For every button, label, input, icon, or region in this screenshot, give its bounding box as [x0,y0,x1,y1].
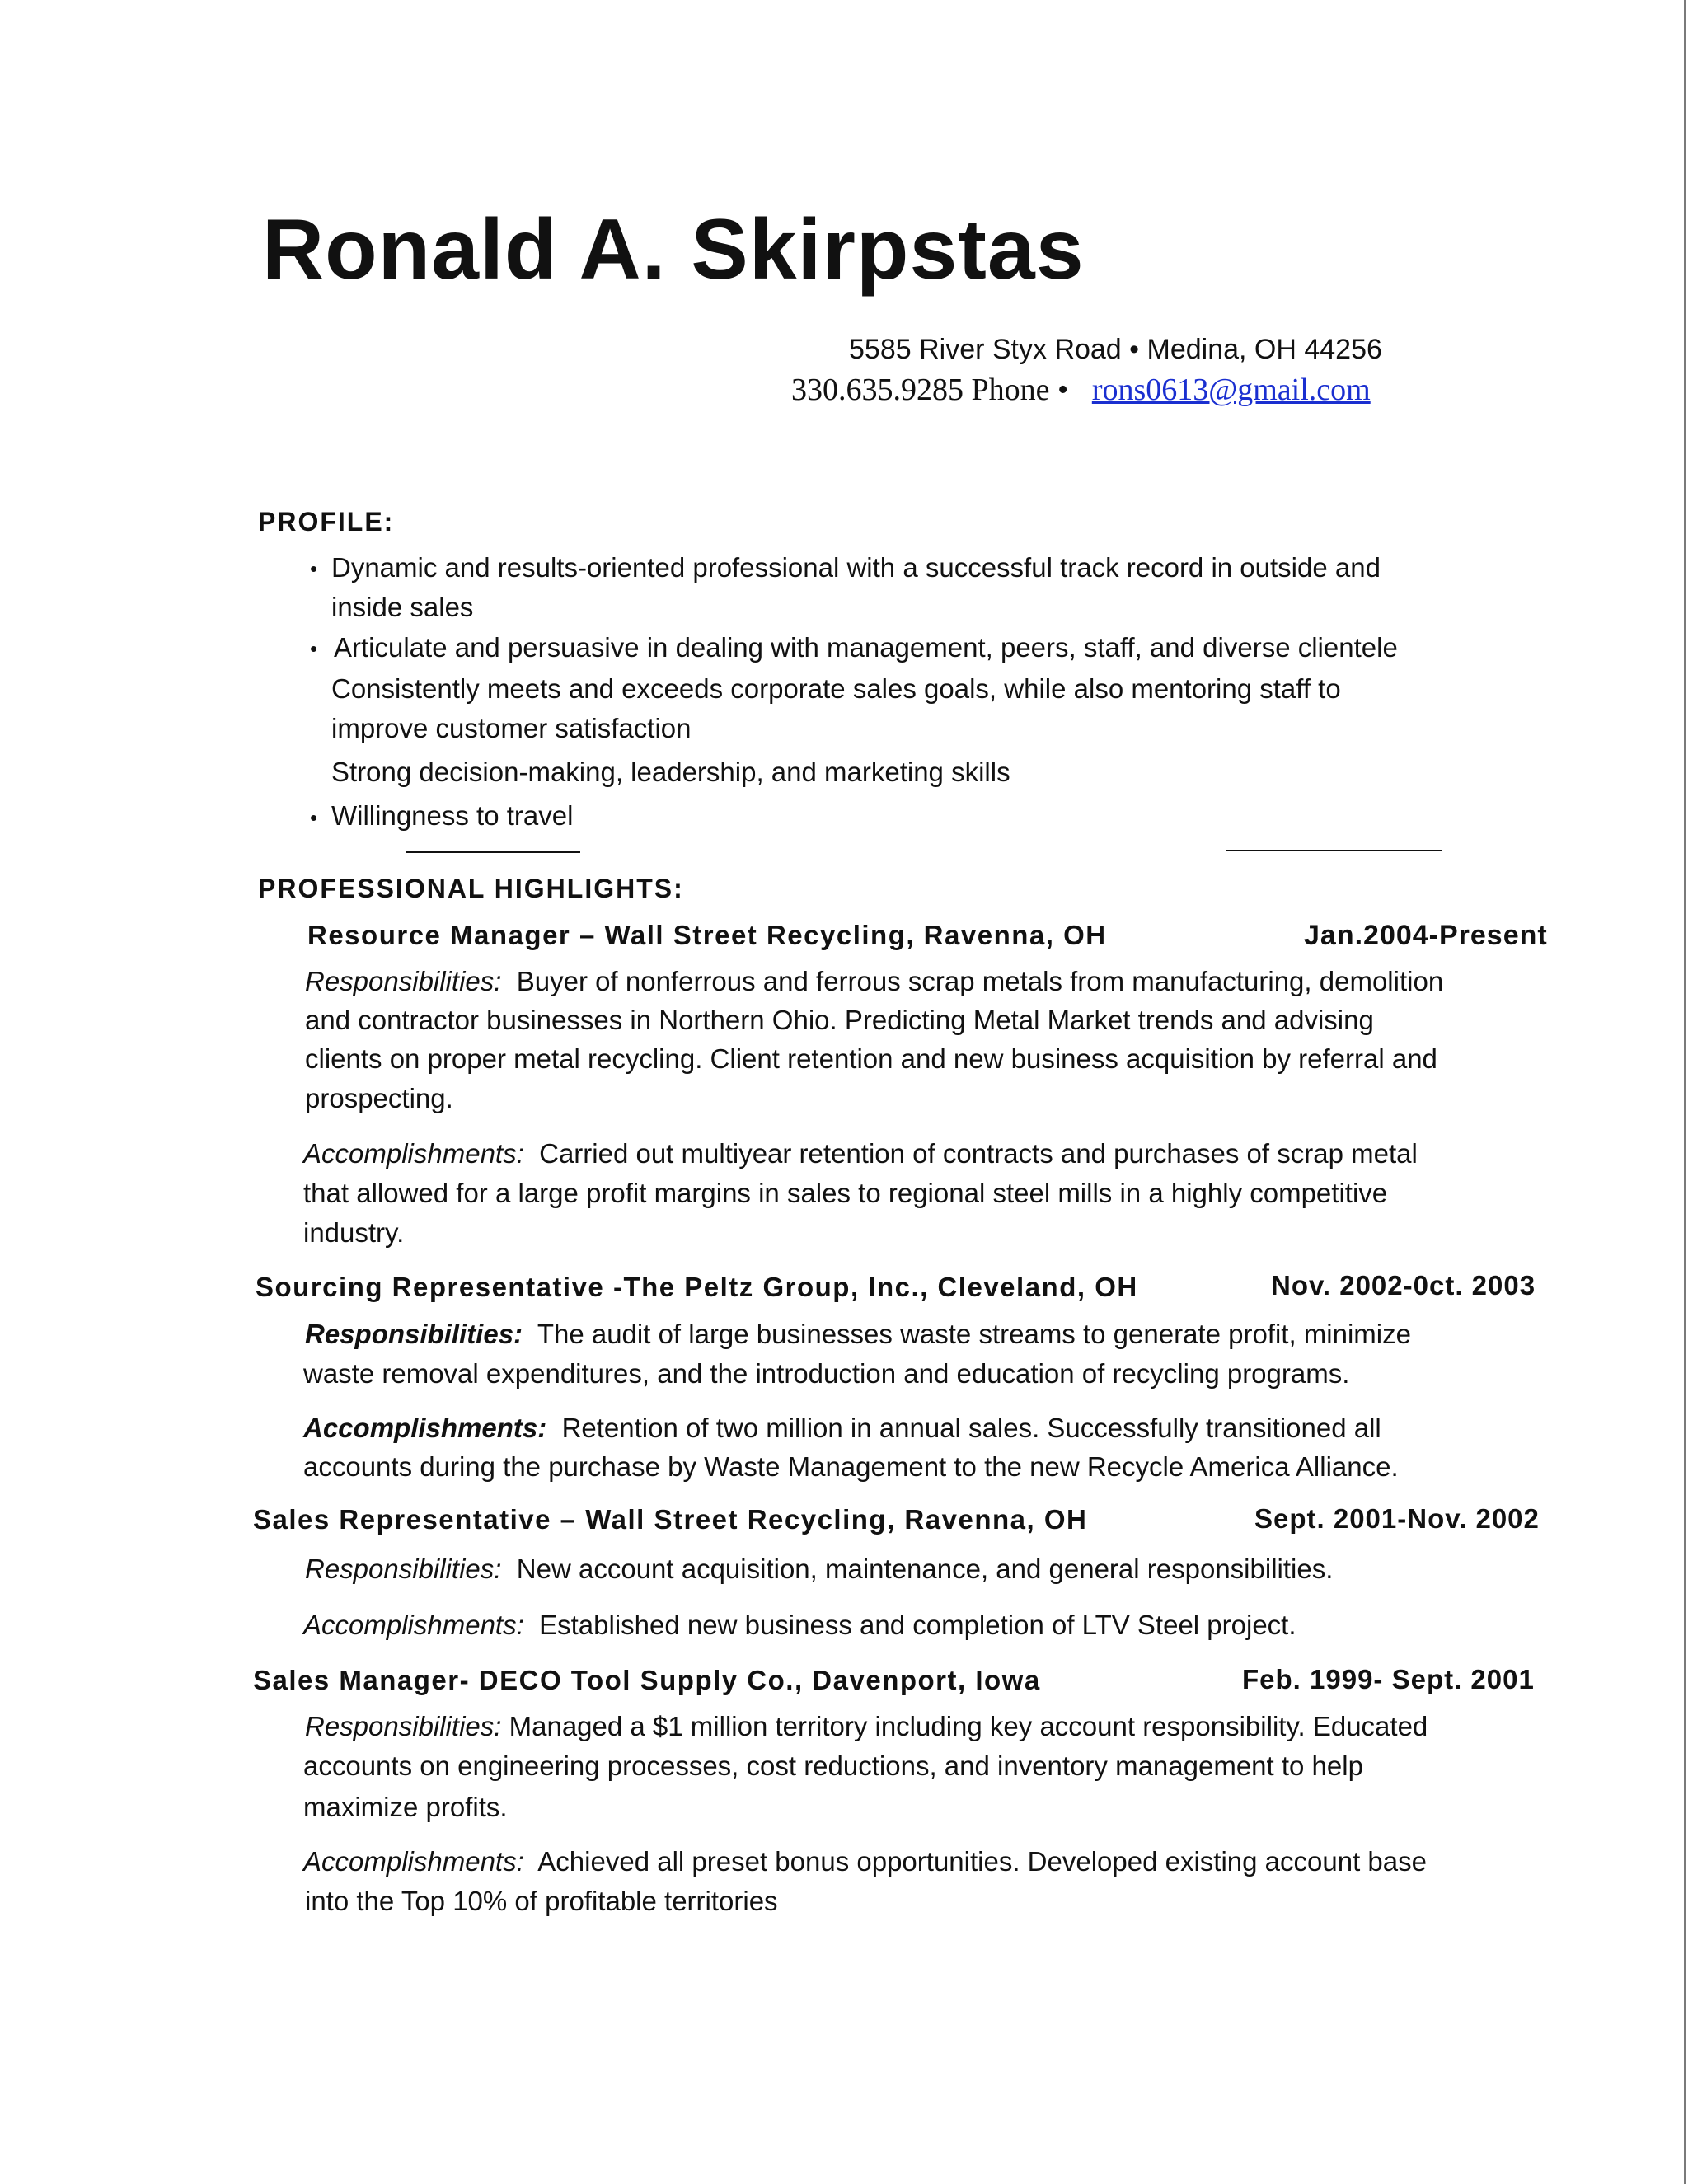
responsibilities-label: Responsibilities: [305,1554,502,1584]
responsibilities-line: accounts on engineering processes, cost reductions, and inventory management to help [303,1750,1363,1781]
profile-line: Willingness to travel [331,800,574,831]
page-right-border [1684,0,1686,2184]
job-dates: Feb. 1999- Sept. 2001 [1242,1664,1535,1694]
highlights-heading: PROFESSIONAL HIGHLIGHTS: [258,874,684,903]
responsibilities-line: maximize profits. [303,1792,508,1822]
job-dates: Sept. 2001-Nov. 2002 [1254,1503,1540,1534]
responsibilities: Responsibilities: Managed a $1 million territory including key account responsibility. Educated [305,1711,1428,1741]
job-title: Sales Representative – Wall Street Recycling, Ravenna, OH [253,1504,1088,1535]
job-title: Resource Manager – Wall Street Recycling, Ravenna, OH [307,920,1107,950]
accomplishments-line: into the Top 10% of profitable territories [305,1886,778,1916]
responsibilities-label: Responsibilities: [305,1319,523,1349]
divider [1226,850,1442,851]
profile-line: improve customer satisfaction [331,713,692,743]
profile-line: Dynamic and results-oriented professional with a successful track record in outside and [331,552,1381,583]
bullet-icon: • [310,805,318,830]
candidate-name: Ronald A. Skirpstas [262,202,1085,298]
job-dates: Nov. 2002-0ct. 2003 [1271,1270,1536,1301]
job-title: Sales Manager- DECO Tool Supply Co., Davenport, Iowa [253,1665,1041,1695]
accomplishments-label: Accomplishments: [303,1413,547,1443]
bullet-icon: • [310,636,318,661]
phone: 330.635.9285 Phone • [791,373,1069,407]
profile-heading: PROFILE: [258,507,395,537]
accomplishments: Accomplishments: Retention of two million in annual sales. Successfully transitioned all [303,1413,1381,1443]
job-dates: Jan.2004-Present [1304,920,1548,951]
accomplishments-line: that allowed for a large profit margins in sales to regional steel mills in a highly competitive [303,1178,1388,1208]
responsibilities-label: Responsibilities: [305,1711,502,1741]
job-title: Sourcing Representative -The Peltz Group, Inc., Cleveland, OH [256,1272,1138,1302]
responsibilities-line: and contractor businesses in Northern Ohio. Predicting Metal Market trends and advising [305,1005,1374,1035]
accomplishments-label: Accomplishments: [303,1610,524,1640]
responsibilities-line: clients on proper metal recycling. Client retention and new business acquisition by referral and [305,1043,1437,1074]
email-link[interactable]: rons0613@gmail.com [1091,373,1371,407]
accomplishments-line: industry. [303,1217,405,1248]
accomplishments: Accomplishments: Achieved all preset bonus opportunities. Developed existing account base [303,1846,1427,1877]
responsibilities-label: Responsibilities: [305,966,502,996]
responsibilities: Responsibilities: The audit of large businesses waste streams to generate profit, minimize [305,1319,1411,1349]
responsibilities: Responsibilities: New account acquisition, maintenance, and general responsibilities. [305,1554,1334,1584]
accomplishments: Accomplishments: Carried out multiyear retention of contracts and purchases of scrap metal [303,1138,1418,1169]
accomplishments-line: accounts during the purchase by Waste Management to the new Recycle America Alliance. [303,1451,1399,1482]
responsibilities-line: waste removal expenditures, and the introduction and education of recycling programs. [303,1358,1350,1389]
address: 5585 River Styx Road • Medina, OH 44256 [849,334,1382,365]
accomplishments: Accomplishments: Established new business and completion of LTV Steel project. [303,1610,1296,1640]
accomplishments-label: Accomplishments: [303,1846,524,1877]
profile-line: Strong decision-making, leadership, and marketing skills [331,757,1010,787]
contact-line [791,372,1371,408]
responsibilities-line: prospecting. [305,1083,453,1113]
profile-line: Consistently meets and exceeds corporate sales goals, while also mentoring staff to [331,673,1341,704]
bullet-icon: • [310,556,318,581]
profile-line: Articulate and persuasive in dealing with management, peers, staff, and diverse clientele [334,632,1398,663]
accomplishments-label: Accomplishments: [303,1138,524,1169]
responsibilities: Responsibilities: Buyer of nonferrous and ferrous scrap metals from manufacturing, demolition [305,966,1444,996]
profile-line: inside sales [331,592,474,622]
divider [406,851,580,853]
